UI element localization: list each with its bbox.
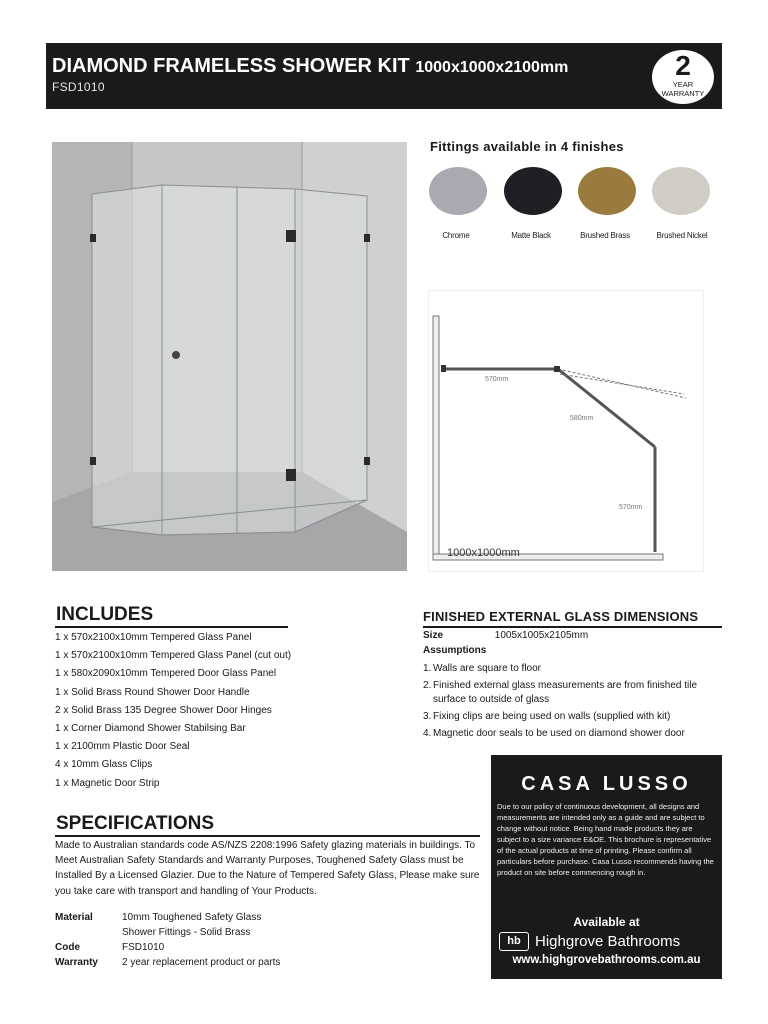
specifications-table bbox=[55, 910, 385, 970]
list-item: 3. Fixing clips are being used on walls (supplied with kit) bbox=[423, 710, 671, 722]
specifications-rule bbox=[55, 835, 480, 837]
includes-heading: INCLUDES bbox=[56, 604, 154, 625]
plan-diagram bbox=[428, 290, 704, 572]
brand-disclaimer: Due to our policy of continuous development, all designs and measurements are intended only as a guide and are subject to change without notice. Being hand made products they are subject to a size variance E&OE. This brochure is representative of the actual products at time of printing. Please confirm all particulars before purchase. Casa Lusso recommends having the product on site before commencing rough in. bbox=[497, 802, 714, 877]
list-item: 4. Magnetic door seals to be used on diamond shower door bbox=[423, 727, 685, 739]
spec-key: Warranty bbox=[55, 957, 98, 968]
finish-swatch-brushed-brass bbox=[578, 167, 636, 215]
available-at-label: Available at bbox=[573, 915, 640, 929]
size-label: Size bbox=[423, 630, 444, 641]
external-dimensions-heading: FINISHED EXTERNAL GLASS DIMENSIONS bbox=[423, 609, 699, 624]
external-dimensions-rule bbox=[423, 626, 722, 628]
product-photo bbox=[52, 142, 407, 571]
spec-value: 2 year replacement product or parts bbox=[122, 957, 281, 968]
finish-swatch-chrome bbox=[429, 167, 487, 215]
spec-row-warranty bbox=[55, 955, 385, 970]
product-code: FSD1010 bbox=[52, 80, 105, 94]
finish-swatch-brushed-nickel bbox=[652, 167, 710, 215]
warranty-label-year: YEAR bbox=[672, 80, 694, 89]
finish-label-chrome: Chrome bbox=[442, 231, 470, 240]
finish-swatch-matte-black bbox=[504, 167, 562, 215]
spec-value: FSD1010 bbox=[122, 942, 165, 953]
assumptions-label: Assumptions bbox=[423, 645, 487, 656]
list-item: 1 x 2100mm Plastic Door Seal bbox=[55, 741, 190, 753]
spec-value: 10mm Toughened Safety Glass bbox=[122, 912, 262, 923]
assumptions-list bbox=[423, 662, 723, 744]
spec-value: Shower Fittings - Solid Brass bbox=[122, 927, 251, 938]
includes-rule bbox=[55, 626, 288, 628]
finishes-title: Fittings available in 4 finishes bbox=[430, 139, 624, 154]
list-item: 2. Finished external glass measurements are from finished tile surface to outside of glass bbox=[423, 680, 698, 705]
hb-logo-icon: hb bbox=[499, 932, 529, 951]
list-item: 2 x Solid Brass 135 Degree Shower Door Hinges bbox=[55, 704, 272, 716]
list-item: 1 x 580x2090x10mm Tempered Door Glass Panel bbox=[55, 668, 277, 680]
spec-row-material-2 bbox=[55, 925, 385, 940]
list-item: 1 x 570x2100x10mm Tempered Glass Panel bbox=[55, 632, 252, 643]
retailer-logo bbox=[499, 932, 680, 951]
warranty-badge bbox=[652, 50, 714, 104]
product-title bbox=[52, 55, 568, 78]
finish-label-brushed-nickel: Brushed Nickel bbox=[656, 231, 708, 240]
spec-key: Material bbox=[55, 912, 93, 923]
header-bar bbox=[46, 43, 722, 109]
list-item: 1 x 570x2100x10mm Tempered Glass Panel (cut out) bbox=[55, 650, 292, 662]
dimension-label-top: 570mm bbox=[485, 376, 509, 383]
list-item: 1 x Magnetic Door Strip bbox=[55, 777, 160, 789]
warranty-label-warranty: WARRANTY bbox=[661, 89, 705, 98]
finish-label-brushed-brass: Brushed Brass bbox=[580, 231, 630, 240]
includes-list bbox=[55, 629, 385, 793]
specifications-text: Made to Australian standards code AS/NZS 2208:1996 Safety glazing materials in buildings. To Meet Australian Safety Standards and Warranty Purposes, Toughened Safety Glass must be Installed By a Licensed Glazier. Due to the Nature of Tempered Safety Glass, Please make sure you take care with transport and handling of Your Products. bbox=[55, 840, 480, 897]
brand-box bbox=[491, 755, 722, 979]
dimension-label-size: 1000x1000mm bbox=[447, 547, 520, 559]
dimension-label-diagonal: 580mm bbox=[570, 415, 594, 422]
list-item: 1. Walls are square to floor bbox=[423, 663, 542, 674]
dimension-label-right: 570mm bbox=[619, 504, 643, 511]
product-name: DIAMOND FRAMELESS SHOWER KIT bbox=[52, 55, 410, 77]
retailer-website[interactable]: www.highgrovebathrooms.com.au bbox=[512, 954, 701, 966]
warranty-years: 2 bbox=[675, 50, 691, 81]
size-value: 1005x1005x2105mm bbox=[494, 630, 589, 641]
spec-row-code bbox=[55, 940, 385, 955]
spec-row-material bbox=[55, 910, 385, 925]
specifications-heading: SPECIFICATIONS bbox=[56, 813, 214, 834]
finish-label-matte-black: Matte Black bbox=[511, 231, 551, 240]
list-item: 1 x Solid Brass Round Shower Door Handle bbox=[55, 686, 250, 698]
list-item: 1 x Corner Diamond Shower Stabilsing Bar bbox=[55, 722, 246, 734]
spec-key: Code bbox=[55, 942, 80, 953]
product-dimensions: 1000x1000x2100mm bbox=[415, 59, 569, 76]
brand-logo: CASA LUSSO bbox=[521, 773, 692, 795]
list-item: 4 x 10mm Glass Clips bbox=[55, 759, 153, 771]
external-size bbox=[423, 630, 588, 641]
retailer-name: Highgrove Bathrooms bbox=[535, 933, 681, 950]
